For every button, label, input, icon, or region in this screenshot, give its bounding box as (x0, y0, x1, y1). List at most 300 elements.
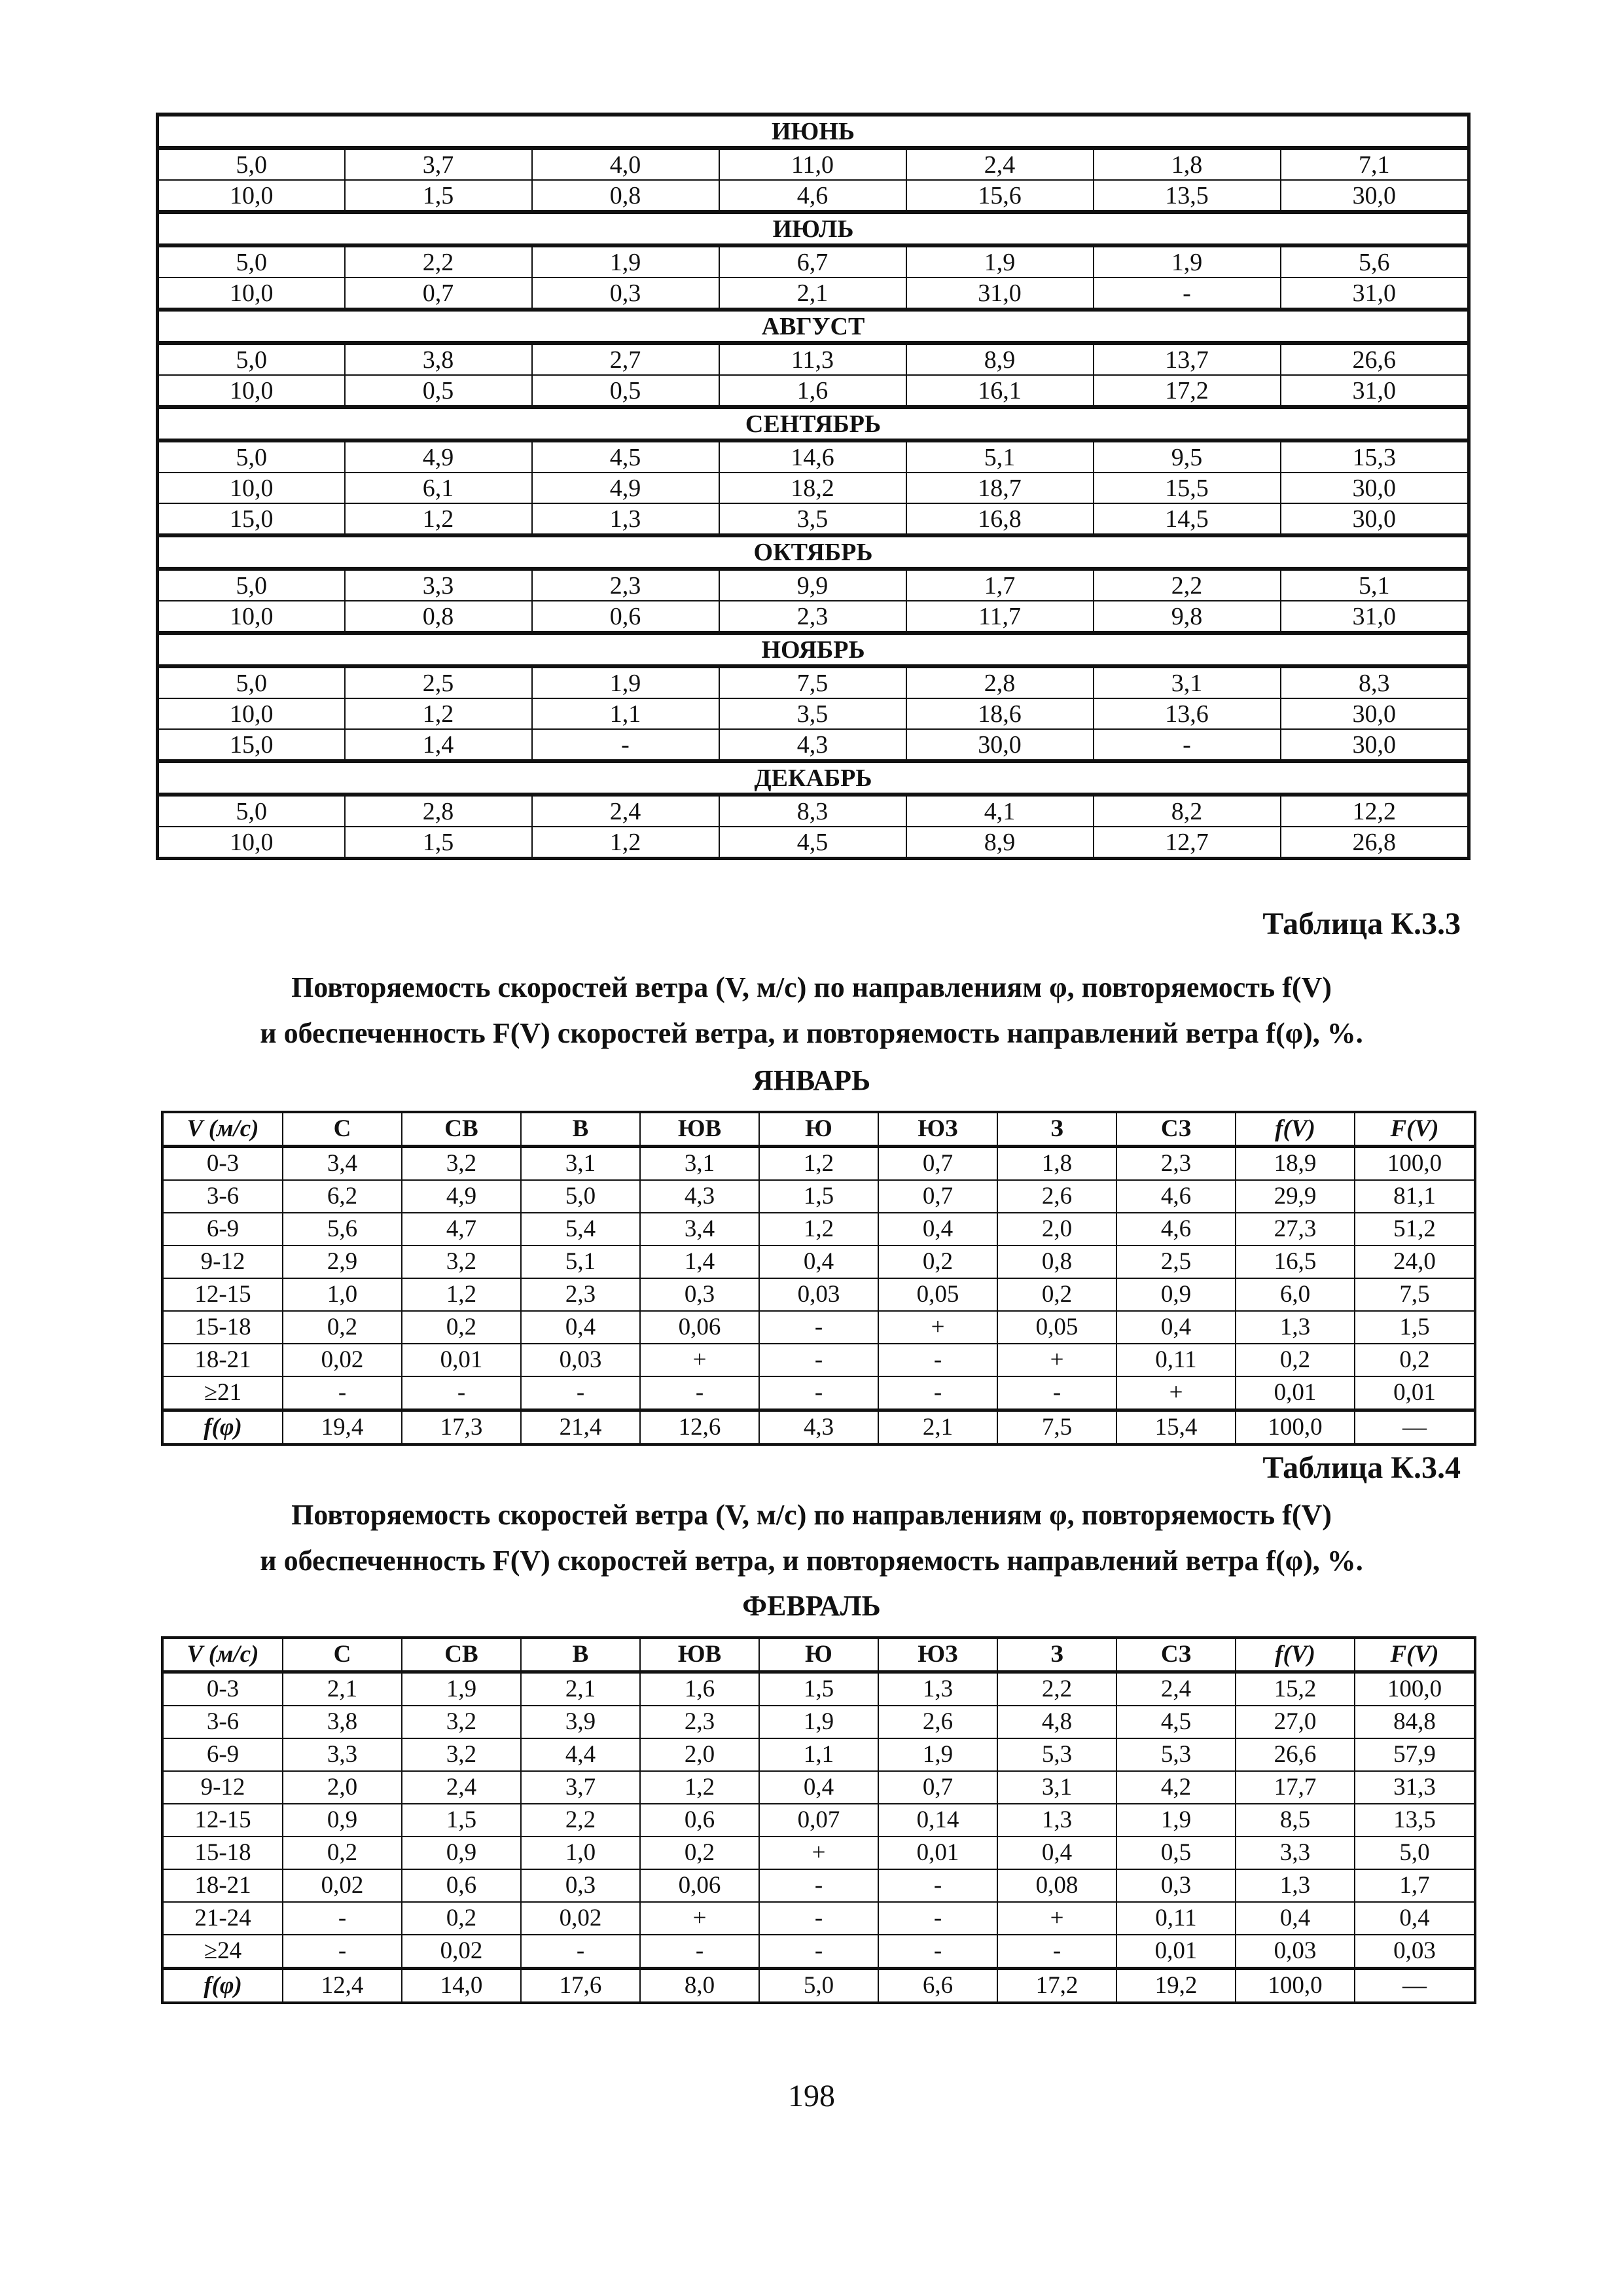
table-cell: 5,0 (158, 148, 345, 180)
table-cell: 8,9 (906, 827, 1094, 859)
table-cell: 5,1 (906, 440, 1094, 473)
table-cell: 0,4 (759, 1246, 878, 1278)
table-cell: 0,3 (640, 1278, 759, 1311)
table-cell: 1,7 (1355, 1869, 1475, 1902)
table-cell: 1,2 (640, 1771, 759, 1804)
top-wind-table (156, 113, 1471, 860)
table-cell: 5,0 (158, 245, 345, 278)
table-cell: 3,1 (1094, 666, 1281, 698)
table-cell: 0,9 (283, 1804, 402, 1837)
table-cell: 6,2 (283, 1180, 402, 1213)
table-cell: - (997, 1376, 1116, 1410)
table-cell: 0,2 (402, 1311, 521, 1344)
column-header: Ю (759, 1638, 878, 1672)
table-cell: 17,7 (1236, 1771, 1355, 1804)
table-cell: 8,2 (1094, 795, 1281, 827)
table-cell: — (1355, 1410, 1475, 1445)
column-header: СЗ (1116, 1112, 1236, 1147)
table-cell: 0,7 (878, 1147, 997, 1181)
month-label: СЕНТЯБРЬ (158, 407, 1469, 440)
table-cell: 0,6 (640, 1804, 759, 1837)
column-header: СВ (402, 1112, 521, 1147)
table-k33-month: ЯНВАРЬ (752, 1064, 871, 1096)
table-cell: 4,7 (402, 1213, 521, 1246)
table-cell: 2,1 (283, 1672, 402, 1706)
table-cell: 0,08 (997, 1869, 1116, 1902)
table-cell: 31,0 (906, 278, 1094, 310)
table-cell: 0,6 (402, 1869, 521, 1902)
table-cell: 24,0 (1355, 1246, 1475, 1278)
table-cell: 3-6 (162, 1180, 283, 1213)
table-cell: + (640, 1344, 759, 1376)
table-row (162, 1376, 1475, 1410)
table-cell: 31,0 (1281, 601, 1469, 633)
table-cell: 1,5 (759, 1180, 878, 1213)
table-cell: 15,2 (1236, 1672, 1355, 1706)
table-cell: + (1116, 1376, 1236, 1410)
table-cell: 2,4 (906, 148, 1094, 180)
table-cell: - (997, 1935, 1116, 1969)
table-cell: 12,6 (640, 1410, 759, 1445)
table-cell: 6-9 (162, 1213, 283, 1246)
table-cell: 0,3 (1116, 1869, 1236, 1902)
table-cell: 27,3 (1236, 1213, 1355, 1246)
table-cell: - (759, 1869, 878, 1902)
table-cell: 10,0 (158, 601, 345, 633)
table-cell: 2,0 (640, 1738, 759, 1771)
table-cell: 10,0 (158, 180, 345, 212)
table-cell: 19,4 (283, 1410, 402, 1445)
table-cell: 0,01 (1116, 1935, 1236, 1969)
table-cell: 3,2 (402, 1147, 521, 1181)
table-cell: 1,3 (532, 503, 719, 535)
table-row (162, 1902, 1475, 1935)
table-row (162, 1706, 1475, 1738)
table-cell: 5,0 (521, 1180, 640, 1213)
table-cell: 2,3 (1116, 1147, 1236, 1181)
month-label: НОЯБРЬ (158, 633, 1469, 666)
table-cell: 0,6 (532, 601, 719, 633)
table-row (162, 1213, 1475, 1246)
table-cell: 7,5 (719, 666, 906, 698)
month-row (158, 535, 1469, 569)
table-cell: 17,3 (402, 1410, 521, 1445)
table-cell: 4,8 (997, 1706, 1116, 1738)
table-row (158, 666, 1469, 698)
table-cell: - (532, 729, 719, 761)
table-cell: - (283, 1902, 402, 1935)
table-cell: 0,3 (532, 278, 719, 310)
table-cell: 27,0 (1236, 1706, 1355, 1738)
table-cell: 8,5 (1236, 1804, 1355, 1837)
table-cell: 15,4 (1116, 1410, 1236, 1445)
table-cell: - (521, 1935, 640, 1969)
table-cell: 1,1 (532, 698, 719, 729)
table-row (162, 1246, 1475, 1278)
table-cell: 0,03 (1355, 1935, 1475, 1969)
table-cell: 3,2 (402, 1706, 521, 1738)
table-cell: + (759, 1837, 878, 1869)
table-cell: 0,2 (402, 1902, 521, 1935)
table-cell: - (521, 1376, 640, 1410)
table-cell: 6,6 (878, 1969, 997, 2003)
table-cell: 81,1 (1355, 1180, 1475, 1213)
table-cell: 3,7 (345, 148, 532, 180)
column-header: ЮЗ (878, 1638, 997, 1672)
table-cell: 0,2 (1355, 1344, 1475, 1376)
table-cell: + (640, 1902, 759, 1935)
table-cell: 1,5 (759, 1672, 878, 1706)
table-cell: 1,3 (1236, 1311, 1355, 1344)
table-cell: 12-15 (162, 1804, 283, 1837)
table-cell: 3,3 (283, 1738, 402, 1771)
table-cell: 5,0 (158, 343, 345, 375)
table-cell: 14,6 (719, 440, 906, 473)
table-cell: 3,8 (283, 1706, 402, 1738)
table-cell: 2,8 (906, 666, 1094, 698)
table-cell: 0,8 (532, 180, 719, 212)
table-cell: 0,9 (1116, 1278, 1236, 1311)
table-cell: 15-18 (162, 1837, 283, 1869)
table-cell: 30,0 (1281, 180, 1469, 212)
table-row (158, 180, 1469, 212)
table-row (162, 1738, 1475, 1771)
table-cell: 1,2 (345, 503, 532, 535)
table-cell: 18,2 (719, 473, 906, 503)
table-cell: 4,4 (521, 1738, 640, 1771)
table-cell: 14,0 (402, 1969, 521, 2003)
column-header: С (283, 1112, 402, 1147)
table-cell: - (878, 1376, 997, 1410)
table-cell: 6,1 (345, 473, 532, 503)
table-cell: 0,3 (521, 1869, 640, 1902)
table-cell: 1,2 (402, 1278, 521, 1311)
header-row (162, 1112, 1475, 1147)
table-cell: 5,1 (1281, 569, 1469, 601)
table-cell: 3,3 (1236, 1837, 1355, 1869)
table-k34 (161, 1636, 1476, 2004)
table-cell: 14,5 (1094, 503, 1281, 535)
table-cell: 15,0 (158, 729, 345, 761)
table-cell: 17,2 (1094, 375, 1281, 407)
table-cell: 0,14 (878, 1804, 997, 1837)
month-row (158, 633, 1469, 666)
table-cell: 6,7 (719, 245, 906, 278)
table-cell: 4,6 (1116, 1213, 1236, 1246)
table-cell: + (997, 1902, 1116, 1935)
table-cell: 0,01 (1355, 1376, 1475, 1410)
column-header: f(V) (1236, 1638, 1355, 1672)
month-row (158, 115, 1469, 148)
table-cell: 2,1 (878, 1410, 997, 1445)
column-header: Ю (759, 1112, 878, 1147)
table-cell: 7,1 (1281, 148, 1469, 180)
table-cell: 57,9 (1355, 1738, 1475, 1771)
table-cell: 6,0 (1236, 1278, 1355, 1311)
table-cell: 2,6 (878, 1706, 997, 1738)
table-cell: 2,0 (997, 1213, 1116, 1246)
table-cell: - (283, 1376, 402, 1410)
table-cell: 4,5 (532, 440, 719, 473)
column-header: СВ (402, 1638, 521, 1672)
column-header: З (997, 1112, 1116, 1147)
table-k34-month: ФЕВРАЛЬ (742, 1590, 881, 1622)
table-cell: 7,5 (1355, 1278, 1475, 1311)
table-cell: 100,0 (1236, 1969, 1355, 2003)
table-row (158, 278, 1469, 310)
table-cell: 8,3 (1281, 666, 1469, 698)
month-row (158, 761, 1469, 795)
table-cell: 12,7 (1094, 827, 1281, 859)
table-cell: 10,0 (158, 278, 345, 310)
table-cell: 18-21 (162, 1344, 283, 1376)
table-cell: 1,3 (1236, 1869, 1355, 1902)
table-cell: 4,0 (532, 148, 719, 180)
table-row (158, 827, 1469, 859)
table-cell: 5,6 (283, 1213, 402, 1246)
table-cell: - (759, 1376, 878, 1410)
table-cell: 2,8 (345, 795, 532, 827)
table-row (162, 1804, 1475, 1837)
table-cell: 0,02 (521, 1902, 640, 1935)
table-cell: 10,0 (158, 827, 345, 859)
table-cell: 3,3 (345, 569, 532, 601)
table-cell: 1,5 (345, 180, 532, 212)
table-cell: 0-3 (162, 1672, 283, 1706)
table-cell: 1,9 (532, 245, 719, 278)
table-row (158, 343, 1469, 375)
table-cell: 5,0 (158, 569, 345, 601)
table-cell: 21,4 (521, 1410, 640, 1445)
table-cell: 0,03 (1236, 1935, 1355, 1969)
table-cell: 0,06 (640, 1869, 759, 1902)
table-cell: 0,05 (997, 1311, 1116, 1344)
table-cell: 5,1 (521, 1246, 640, 1278)
table-row (162, 1344, 1475, 1376)
month-row (158, 212, 1469, 245)
table-cell: 18,7 (906, 473, 1094, 503)
table-cell: 1,9 (532, 666, 719, 698)
table-cell: 1,3 (997, 1804, 1116, 1837)
table-cell: 5,0 (158, 440, 345, 473)
month-row (158, 310, 1469, 343)
table-cell: 1,6 (640, 1672, 759, 1706)
table-row (158, 473, 1469, 503)
table-cell: 0,2 (878, 1246, 997, 1278)
table-cell: 0,5 (1116, 1837, 1236, 1869)
table-cell: 5,0 (158, 795, 345, 827)
table-cell: 5,3 (997, 1738, 1116, 1771)
table-row (162, 1278, 1475, 1311)
table-cell: 4,6 (719, 180, 906, 212)
table-cell: ≥24 (162, 1935, 283, 1969)
table-cell: - (1094, 278, 1281, 310)
table-cell: 2,4 (1116, 1672, 1236, 1706)
table-cell: 0,03 (759, 1278, 878, 1311)
table-cell: 30,0 (906, 729, 1094, 761)
page-number: 198 (788, 2079, 835, 2113)
table-cell: 30,0 (1281, 503, 1469, 535)
table-cell: 10,0 (158, 698, 345, 729)
table-row (158, 375, 1469, 407)
table-cell: 26,6 (1236, 1738, 1355, 1771)
column-header: F(V) (1355, 1112, 1475, 1147)
table-cell: 9-12 (162, 1246, 283, 1278)
table-cell: 2,6 (997, 1180, 1116, 1213)
table-cell: 0,05 (878, 1278, 997, 1311)
table-cell: 15-18 (162, 1311, 283, 1344)
table-cell: 0,4 (878, 1213, 997, 1246)
table-row (162, 1837, 1475, 1869)
table-row (162, 1935, 1475, 1969)
table-cell: - (640, 1376, 759, 1410)
table-cell: 4,2 (1116, 1771, 1236, 1804)
table-cell: 3,1 (997, 1771, 1116, 1804)
table-cell: 0,03 (521, 1344, 640, 1376)
table-cell: 0,02 (283, 1869, 402, 1902)
table-cell: 0,4 (1116, 1311, 1236, 1344)
table-cell: 2,5 (345, 666, 532, 698)
table-cell: 1,2 (759, 1213, 878, 1246)
table-cell: 100,0 (1355, 1147, 1475, 1181)
table-cell: 100,0 (1355, 1672, 1475, 1706)
table-cell: 15,6 (906, 180, 1094, 212)
table-row (162, 1147, 1475, 1181)
table-k33-body (162, 1112, 1475, 1444)
table-k34-body (162, 1638, 1475, 2003)
table-cell: 15,0 (158, 503, 345, 535)
table-k33-caption: Таблица К.3.3 (1262, 906, 1461, 941)
table-k33-title-line2: и обеспеченность F(V) скоростей ветра, и повторяемость направлений ветра f(φ), %. (260, 1017, 1363, 1049)
table-cell: 9,8 (1094, 601, 1281, 633)
table-row (158, 503, 1469, 535)
table-cell: 0,4 (997, 1837, 1116, 1869)
table-cell: - (759, 1344, 878, 1376)
table-cell: 0,7 (878, 1180, 997, 1213)
table-cell: 10,0 (158, 473, 345, 503)
month-label: ОКТЯБРЬ (158, 535, 1469, 569)
table-cell: 1,0 (283, 1278, 402, 1311)
column-header: З (997, 1638, 1116, 1672)
table-row (158, 440, 1469, 473)
table-row (158, 569, 1469, 601)
table-cell: 0,4 (1236, 1902, 1355, 1935)
table-cell: 4,3 (640, 1180, 759, 1213)
column-header: ЮВ (640, 1638, 759, 1672)
table-row (162, 1311, 1475, 1344)
table-cell: 5,0 (1355, 1837, 1475, 1869)
table-cell: 2,5 (1116, 1246, 1236, 1278)
month-label: АВГУСТ (158, 310, 1469, 343)
table-cell: 12,2 (1281, 795, 1469, 827)
table-row (158, 698, 1469, 729)
table-cell: 1,5 (1355, 1311, 1475, 1344)
table-cell: 0,4 (521, 1311, 640, 1344)
table-cell: 7,5 (997, 1410, 1116, 1445)
table-cell: - (878, 1344, 997, 1376)
table-cell: 9,9 (719, 569, 906, 601)
table-cell: 1,6 (719, 375, 906, 407)
table-cell: 3,1 (521, 1147, 640, 1181)
table-cell: 0,8 (997, 1246, 1116, 1278)
table-cell: 2,3 (719, 601, 906, 633)
table-cell: 1,1 (759, 1738, 878, 1771)
table-cell: 0,07 (759, 1804, 878, 1837)
table-cell: 2,2 (345, 245, 532, 278)
table-cell: 100,0 (1236, 1410, 1355, 1445)
table-cell: 4,3 (759, 1410, 878, 1445)
table-cell: 2,4 (532, 795, 719, 827)
table-cell: 31,0 (1281, 375, 1469, 407)
table-cell: 5,0 (158, 666, 345, 698)
table-cell: 2,3 (532, 569, 719, 601)
table-k34-caption: Таблица К.3.4 (1262, 1450, 1461, 1485)
table-cell: 30,0 (1281, 698, 1469, 729)
table-cell: 0,5 (345, 375, 532, 407)
column-header: ЮВ (640, 1112, 759, 1147)
table-k33 (161, 1111, 1476, 1446)
table-cell: 0,2 (1236, 1344, 1355, 1376)
table-cell: 5,4 (521, 1213, 640, 1246)
table-cell: 4,3 (719, 729, 906, 761)
column-header: f(V) (1236, 1112, 1355, 1147)
table-cell: - (402, 1376, 521, 1410)
table-row (162, 1672, 1475, 1706)
table-row (162, 1180, 1475, 1213)
f-phi-row (162, 1410, 1475, 1445)
column-header: ЮЗ (878, 1112, 997, 1147)
table-cell: 1,2 (532, 827, 719, 859)
table-cell: 4,5 (719, 827, 906, 859)
column-header: F(V) (1355, 1638, 1475, 1672)
table-cell: 5,6 (1281, 245, 1469, 278)
table-cell: 0,06 (640, 1311, 759, 1344)
table-cell: 31,0 (1281, 278, 1469, 310)
table-cell: 0,02 (283, 1344, 402, 1376)
table-cell: 18,9 (1236, 1147, 1355, 1181)
month-row (158, 407, 1469, 440)
table-cell: 2,4 (402, 1771, 521, 1804)
table-cell: 0-3 (162, 1147, 283, 1181)
column-header: V (м/с) (162, 1112, 283, 1147)
table-cell: 8,9 (906, 343, 1094, 375)
table-row (158, 245, 1469, 278)
table-cell: - (759, 1311, 878, 1344)
table-cell: 13,5 (1355, 1804, 1475, 1837)
table-cell: 9-12 (162, 1771, 283, 1804)
table-cell: 2,7 (532, 343, 719, 375)
table-cell: 1,4 (345, 729, 532, 761)
month-label: ДЕКАБРЬ (158, 761, 1469, 795)
table-cell: 8,3 (719, 795, 906, 827)
table-cell: 5,0 (759, 1969, 878, 2003)
column-header: V (м/с) (162, 1638, 283, 1672)
table-row (162, 1869, 1475, 1902)
table-cell: 0,01 (878, 1837, 997, 1869)
table-cell: 3,5 (719, 503, 906, 535)
table-cell: 0,11 (1116, 1902, 1236, 1935)
f-phi-label: f(φ) (162, 1410, 283, 1445)
table-cell: 3,9 (521, 1706, 640, 1738)
table-cell: + (997, 1344, 1116, 1376)
table-cell: 0,4 (759, 1771, 878, 1804)
table-cell: 3,8 (345, 343, 532, 375)
month-label: ИЮНЬ (158, 115, 1469, 148)
column-header: С (283, 1638, 402, 1672)
table-cell: 1,7 (906, 569, 1094, 601)
table-cell: 18-21 (162, 1869, 283, 1902)
table-cell: 0,01 (402, 1344, 521, 1376)
